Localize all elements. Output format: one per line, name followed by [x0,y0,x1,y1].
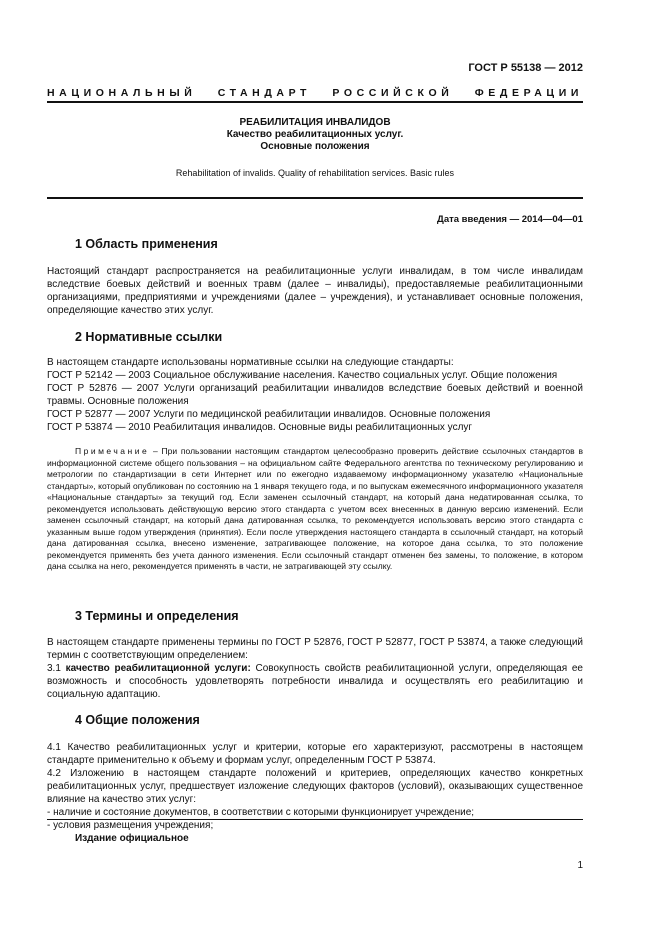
reference-item: ГОСТ Р 52877 — 2007 Услуги по медицинской реабилитации инвалидов. Основные положения [47,409,491,420]
term-definition [47,662,583,701]
section-2-heading: 2 Нормативные ссылки [75,330,223,344]
introduction-date: Дата введения — 2014—04—01 [437,214,583,225]
title-line-1: РЕАБИЛИТАЦИЯ ИНВАЛИДОВ [239,117,391,128]
term-name: качество реабилитационной услуги: [65,663,251,674]
title-line-2: Качество реабилитационных услуг. [226,129,404,140]
title-divider [47,197,583,199]
page-number: 1 [577,860,583,871]
reference-item: ГОСТ Р 52876 — 2007 Услуги организаций реабилитации инвалидов вследствие боевых действий и военной травмы. Основные положения [47,383,583,407]
section-2-intro: В настоящем стандарте использованы нормативные ссылки на следующие стандарты: [47,357,454,368]
section-1-text [47,265,583,317]
term-definition-text: Совокупность свойств реабилитационной услуги, определяющая ее возможность и способность удовлетворять потребности инвалида и осуществлять его реабилитацию и социальную адаптацию. [47,663,583,700]
section-4-paragraph-1: 4.1 Качество реабилитационных услуг и критерии, которые его характеризуют, рассмотрены в настоящем стандарте применительно к объему и формам услуг, определенным ГОСТ Р 53874. [47,742,583,766]
note-label: Примечание [75,446,150,456]
note-text: – При пользовании настоящим стандартом целесообразно проверить действие ссылочных стандартов в информационной системе общего пользования – на официальном сайте Федерального агентства по техническому регулированию и метрологии по стандартизации в сети Интернет или по ежегодно издаваемому информационному указателю «Национальные стандарты», который опубликован по состоянию на 1 января текущего года, и по выпускам ежемесячного информационного указателя «Национальные стандарты» за текущий год. Если заменен ссылочный стандарт, на который дана недатированная ссылка, то рекомендуется использовать действующую версию этого стандарта с учетом всех внесенных в данную версию изменений. Если заменен ссылочный стандарт, на который дана датированная ссылка, то рекомендуется использовать версию этого стандарта с указанным выше годом утверждения (принятия). Если после утверждения настоящего стандарта в ссылочный стандарт, на который дана датированная ссылка, внесено изменение, затрагивающее положение, на которое дана ссылка, то это положение рекомендуется применять без учета данного изменения. Если ссылочный стандарт отменен без замены, то положение, в котором дана ссылка на него, рекомендуется применять в части, не затрагивающей эту ссылку. [47,446,583,571]
list-item: - условия размещения учреждения; [47,820,214,831]
official-edition-label: Издание официальное [75,833,189,844]
reference-item: ГОСТ Р 52142 — 2003 Социальное обслуживание населения. Качество социальных услуг. Общие положения [47,370,558,381]
footer-divider [47,819,583,820]
title-block [47,117,583,153]
top-divider [47,101,583,103]
section-4-heading: 4 Общие положения [75,713,200,727]
english-title: Rehabilitation of invalids. Quality of rehabilitation services. Basic rules [175,168,455,178]
section-2-note [47,446,583,573]
reference-item: ГОСТ Р 53874 — 2010 Реабилитация инвалидов. Основные виды реабилитационных услуг [47,422,473,433]
list-item: - наличие и состояние документов, в соответствии с которыми функционирует учреждение; [47,807,475,818]
section-3-intro: В настоящем стандарте применены термины по ГОСТ Р 52876, ГОСТ Р 52877, ГОСТ Р 53874, а также следующий термин с соответствующим определением: [47,637,583,661]
section-1-paragraph: Настоящий стандарт распространяется на реабилитационные услуги инвалидам, в том числе инвалидам вследствие боевых действий и военных травм (далее – инвалиды), предоставляемые реабилитационными организациями, предприятиями и учреждениями (далее – учреждения), и устанавливает основные положения, определяющие качество этих услуг. [47,266,583,316]
section-3-text [47,636,583,701]
section-3-heading: 3 Термины и определения [75,609,239,623]
term-number: 3.1 [47,663,66,674]
document-id: ГОСТ Р 55138 — 2012 [468,62,583,74]
national-standard-banner: НАЦИОНАЛЬНЫЙ СТАНДАРТ РОССИЙСКОЙ ФЕДЕРАЦИИ [47,87,583,99]
section-4-paragraph-2: 4.2 Изложению в настоящем стандарте положений и критериев, определяющих качество конкретных реабилитационных услуг, предшествует изложение следующих факторов (условий), оказывающих существенное влияние на качество этих услуг: [47,768,583,805]
section-2-refs [47,356,583,434]
section-1-heading: 1 Область применения [75,237,218,251]
title-line-3: Основные положения [260,141,370,152]
